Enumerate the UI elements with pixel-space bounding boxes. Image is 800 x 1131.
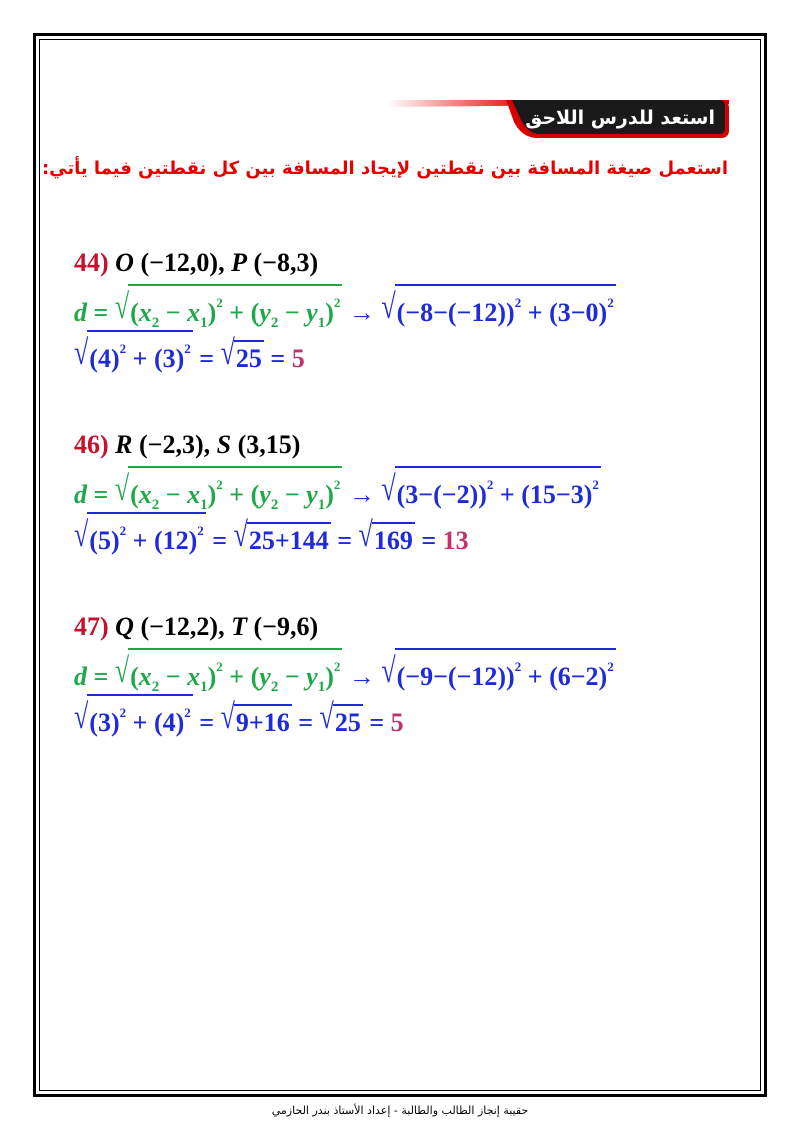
- answer: 5: [390, 708, 404, 737]
- point-1-name: R: [115, 430, 133, 459]
- section-header: [388, 98, 729, 140]
- point-1-name: O: [115, 248, 134, 277]
- step-2: 25: [333, 704, 363, 740]
- problem-statement: [74, 428, 300, 462]
- point-2-coords: (−8,3): [253, 248, 319, 277]
- point-2-coords: (3,15): [237, 430, 301, 459]
- header-title: استعد للدرس اللاحق: [525, 107, 715, 129]
- substitution: $√(3-(-2))^2 + (15-3)^2$: [381, 480, 601, 509]
- calculation-line: $√(3)^2 + (4)^2 = √9+16 = √25 = 5$: [74, 694, 404, 740]
- point-1-coords: (−12,0),: [140, 248, 225, 277]
- instruction-text: استعمل صيغة المسافة بين نقطتين لإيجاد المسافة بين كل نقطتين فيما يأتي:: [41, 158, 728, 179]
- answer: 13: [442, 526, 469, 555]
- step-1: 9+16: [234, 704, 292, 740]
- problem-number: 47): [74, 612, 109, 641]
- arrow-icon: →: [348, 662, 375, 691]
- problem-statement: [74, 610, 318, 644]
- point-2-coords: (−9,6): [253, 612, 319, 641]
- answer: 5: [291, 344, 305, 373]
- distance-formula: $d = √(x_2 - x_1)^2 + (y_2 - y_1)^2$: [74, 480, 342, 509]
- page-border-inner: [39, 39, 761, 1091]
- step-1: 25+144: [247, 522, 331, 558]
- substitution: $√(-8-(-12))^2 + (3-0)^2$: [381, 298, 615, 327]
- step-2: 169: [372, 522, 415, 558]
- arrow-icon: →: [348, 298, 375, 327]
- distance-formula: $d = √(x_2 - x_1)^2 + (y_2 - y_1)^2$: [74, 662, 342, 691]
- point-2-name: P: [231, 248, 247, 277]
- problem-number: 46): [74, 430, 109, 459]
- point-1-coords: (−12,2),: [140, 612, 225, 641]
- point-2-name: S: [216, 430, 232, 459]
- calculation-line: $√(5)^2 + (12)^2 = √25+144 = √169 = 13$: [74, 512, 469, 558]
- page-footer: حقيبة إنجاز الطالب والطالبة - إعداد الأستاذ بندر الحازمي: [271, 1104, 529, 1117]
- distance-formula: $d = √(x_2 - x_1)^2 + (y_2 - y_1)^2$: [74, 298, 342, 327]
- step-1: 25: [234, 340, 264, 376]
- problem-number: 44): [74, 248, 109, 277]
- point-1-name: Q: [115, 612, 134, 641]
- substitution: $√(-9-(-12))^2 + (6-2)^2$: [381, 662, 615, 691]
- point-2-name: T: [231, 612, 247, 641]
- point-1-coords: (−2,3),: [139, 430, 211, 459]
- calculation-line: $√(4)^2 + (3)^2 = √25 = 5$: [74, 330, 305, 376]
- problem-statement: [74, 246, 318, 280]
- arrow-icon: →: [348, 480, 375, 509]
